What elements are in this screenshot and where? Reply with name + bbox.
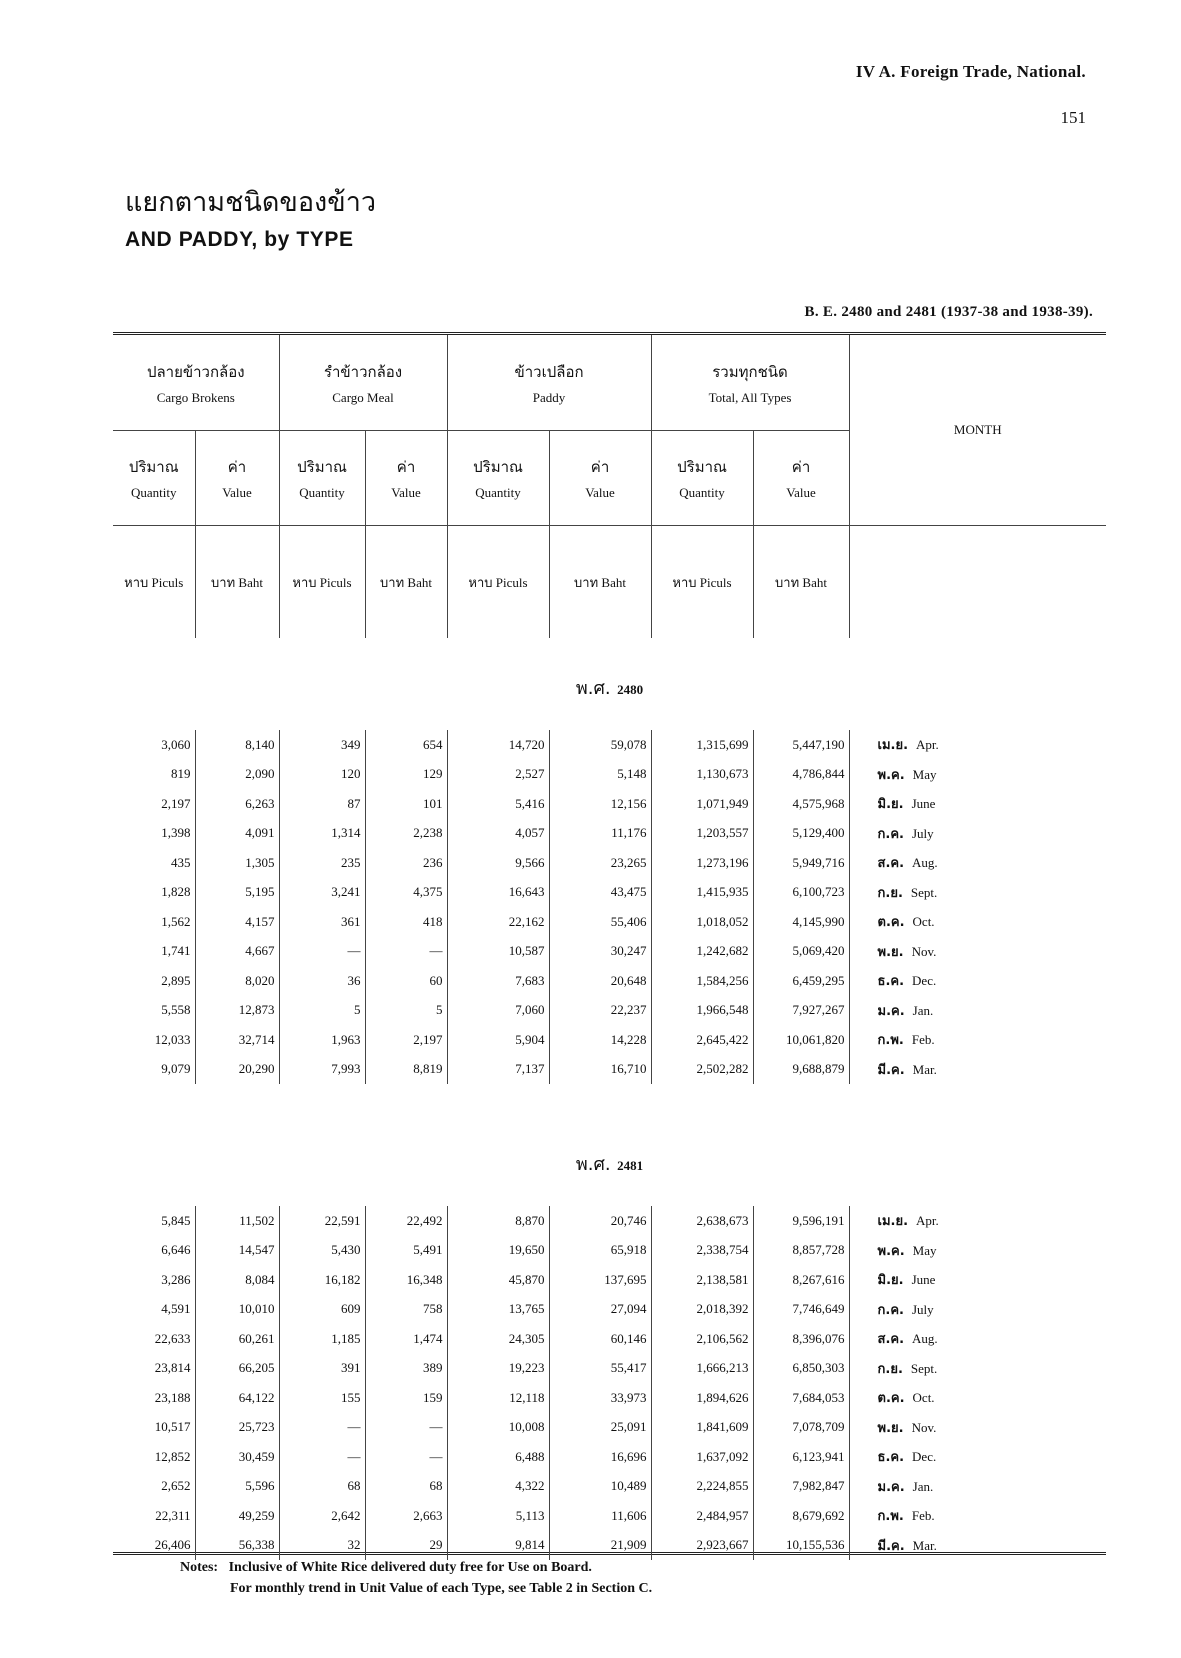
month-cell: ต.ค. Oct. (849, 1383, 1106, 1413)
table-cell: 9,814 (447, 1531, 549, 1561)
month-cell: ก.พ. Feb. (849, 1025, 1106, 1055)
table-cell: 3,060 (161, 736, 191, 752)
table-cell: 1,894,626 (651, 1383, 753, 1413)
table-cell: 59,078 (549, 730, 651, 760)
table-cell: 7,060 (447, 996, 549, 1026)
month-cell: พ.ย. Nov. (849, 937, 1106, 967)
month-cell: เม.ย. Apr. (849, 730, 1106, 760)
table-cell: 19,650 (447, 1236, 549, 1266)
table-cell: 2,338,754 (651, 1236, 753, 1266)
table-cell: 1,415,935 (651, 878, 753, 908)
table-cell: 1,018,052 (651, 907, 753, 937)
unit-quantity: หาบ Piculs (651, 526, 753, 639)
table-row (113, 1354, 1106, 1384)
table-cell: 22,237 (549, 996, 651, 1026)
table-cell: 25,723 (195, 1413, 279, 1443)
month-cell: มิ.ย. June (849, 789, 1106, 819)
table-cell: 12,156 (549, 789, 651, 819)
table-cell: 7,137 (447, 1055, 549, 1085)
spacer-row (113, 638, 1106, 658)
table-cell: 1,584,256 (651, 966, 753, 996)
table-cell: 60,146 (549, 1324, 651, 1354)
table-cell: 4,786,844 (753, 760, 849, 790)
table-cell: 8,020 (195, 966, 279, 996)
table-cell: 1,242,682 (651, 937, 753, 967)
month-cell: พ.ค. May (849, 1236, 1106, 1266)
table-cell: 9,688,879 (753, 1055, 849, 1085)
table-cell: — (365, 937, 447, 967)
month-cell: เม.ย. Apr. (849, 1206, 1106, 1236)
table-cell: 14,547 (195, 1236, 279, 1266)
table-cell: 2,645,422 (651, 1025, 753, 1055)
table-row (113, 819, 1106, 849)
table-cell: 235 (279, 848, 365, 878)
group-header-cargo-brokens: ปลายข้าวกล้อง Cargo Brokens (113, 335, 279, 431)
table-cell: 654 (365, 730, 447, 760)
table-row (113, 1265, 1106, 1295)
table-row (113, 907, 1106, 937)
unit-quantity: หาบ Piculs (279, 526, 365, 639)
page-title: AND PADDY, by TYPE (125, 228, 354, 251)
table-cell: 1,828 (161, 884, 191, 900)
data-table (113, 335, 1106, 1560)
month-column-header: MONTH (849, 335, 1106, 526)
table-cell: 8,396,076 (753, 1324, 849, 1354)
table-cell: 60 (365, 966, 447, 996)
table-cell: 6,123,941 (753, 1442, 849, 1472)
notes (180, 1557, 652, 1599)
table-cell: 68 (279, 1472, 365, 1502)
table-cell: 1,315,699 (651, 730, 753, 760)
month-cell: ก.พ. Feb. (849, 1501, 1106, 1531)
table-cell: 236 (365, 848, 447, 878)
table-cell: 7,993 (279, 1055, 365, 1085)
table-cell: — (365, 1413, 447, 1443)
table-cell: 5,447,190 (753, 730, 849, 760)
subheader-value: ค่า Value (365, 431, 447, 526)
month-cell: พ.ค. May (849, 760, 1106, 790)
table-cell: 16,710 (549, 1055, 651, 1085)
table-cell: 43,475 (549, 878, 651, 908)
table-cell: 22,162 (447, 907, 549, 937)
table-cell: 5,845 (161, 1212, 191, 1228)
table-cell: 12,033 (154, 1031, 191, 1047)
table-cell: 19,223 (447, 1354, 549, 1384)
rice-export-table (113, 332, 1106, 1555)
table-row (113, 1442, 1106, 1472)
table-cell: 23,188 (154, 1389, 191, 1405)
table-cell: 4,575,968 (753, 789, 849, 819)
table-cell: 9,596,191 (753, 1206, 849, 1236)
table-cell: 4,667 (195, 937, 279, 967)
table-cell: 758 (365, 1295, 447, 1325)
table-cell: — (279, 937, 365, 967)
table-cell: 101 (365, 789, 447, 819)
table-cell: 23,265 (549, 848, 651, 878)
table-cell: 22,633 (154, 1330, 191, 1346)
table-cell: 12,118 (447, 1383, 549, 1413)
table-cell: 2,238 (365, 819, 447, 849)
table-row (113, 878, 1106, 908)
month-cell: ต.ค. Oct. (849, 907, 1106, 937)
table-cell: — (365, 1442, 447, 1472)
table-row (113, 1295, 1106, 1325)
table-subtitle: B. E. 2480 and 2481 (1937-38 and 1938-39). (804, 304, 1093, 320)
table-cell: 2,197 (365, 1025, 447, 1055)
table-cell: 20,290 (195, 1055, 279, 1085)
table-cell: 1,130,673 (651, 760, 753, 790)
table-cell: 5,069,420 (753, 937, 849, 967)
table-cell: 1,562 (161, 913, 191, 929)
table-cell: 9,566 (447, 848, 549, 878)
table-cell: 2,895 (161, 972, 191, 988)
month-cell: ส.ค. Aug. (849, 1324, 1106, 1354)
table-cell: 4,591 (161, 1301, 191, 1317)
table-cell: 14,720 (447, 730, 549, 760)
month-cell: ส.ค. Aug. (849, 848, 1106, 878)
year-label: พ.ศ. 2480 (575, 677, 644, 699)
table-cell: 5,416 (447, 789, 549, 819)
month-cell: ธ.ค. Dec. (849, 966, 1106, 996)
group-header-paddy: ข้าวเปลือก Paddy (447, 335, 651, 431)
subheader-value: ค่า Value (753, 431, 849, 526)
table-cell: 27,094 (549, 1295, 651, 1325)
table-cell: 20,648 (549, 966, 651, 996)
unit-value: บาท Baht (365, 526, 447, 639)
table-cell: 7,982,847 (753, 1472, 849, 1502)
table-cell: 10,489 (549, 1472, 651, 1502)
table-cell: 49,259 (195, 1501, 279, 1531)
month-cell: มี.ค. Mar. (849, 1055, 1106, 1085)
table-row (113, 1501, 1106, 1531)
spacer-row (113, 1192, 1106, 1206)
unit-value: บาท Baht (549, 526, 651, 639)
table-cell: 32,714 (195, 1025, 279, 1055)
table-cell: 1,071,949 (651, 789, 753, 819)
table-cell: 11,176 (549, 819, 651, 849)
table-cell: 4,091 (195, 819, 279, 849)
table-cell: 7,683 (447, 966, 549, 996)
month-cell: ก.ย. Sept. (849, 1354, 1106, 1384)
table-cell: 5,949,716 (753, 848, 849, 878)
table-cell: 14,228 (549, 1025, 651, 1055)
table-cell: 55,406 (549, 907, 651, 937)
table-cell: 20,746 (549, 1206, 651, 1236)
table-cell: 64,122 (195, 1383, 279, 1413)
table-row (113, 1531, 1106, 1561)
table-cell: 3,286 (161, 1271, 191, 1287)
table-row (113, 848, 1106, 878)
table-cell: 68 (365, 1472, 447, 1502)
table-cell: 11,502 (195, 1206, 279, 1236)
table-cell: 1,841,609 (651, 1413, 753, 1443)
table-cell: 5 (365, 996, 447, 1026)
table-cell: 10,008 (447, 1413, 549, 1443)
table-cell: 8,084 (195, 1265, 279, 1295)
table-cell: 5 (279, 996, 365, 1026)
table-cell: 5,904 (447, 1025, 549, 1055)
table-cell: 2,638,673 (651, 1206, 753, 1236)
table-cell: 10,061,820 (753, 1025, 849, 1055)
units-row (113, 526, 1106, 639)
table-cell: 7,078,709 (753, 1413, 849, 1443)
subheader-value: ค่า Value (549, 431, 651, 526)
month-cell: ก.ค. July (849, 819, 1106, 849)
table-cell: 55,417 (549, 1354, 651, 1384)
table-cell: 1,966,548 (651, 996, 753, 1026)
table-cell: 21,909 (549, 1531, 651, 1561)
table-cell: 7,746,649 (753, 1295, 849, 1325)
table-cell: 5,430 (279, 1236, 365, 1266)
table-row (113, 760, 1106, 790)
table-cell: 1,398 (161, 825, 191, 841)
table-cell: 26,406 (154, 1537, 191, 1553)
table-cell: 6,850,303 (753, 1354, 849, 1384)
table-cell: 1,203,557 (651, 819, 753, 849)
table-cell: 4,322 (447, 1472, 549, 1502)
table-cell: 32 (279, 1531, 365, 1561)
month-cell: ก.ค. July (849, 1295, 1106, 1325)
group-header-row (113, 335, 1106, 431)
table-cell: 137,695 (549, 1265, 651, 1295)
table-cell: 6,646 (161, 1242, 191, 1258)
table-cell: 6,263 (195, 789, 279, 819)
table-cell: 391 (279, 1354, 365, 1384)
page-header: IV A. Foreign Trade, National. (855, 62, 1086, 81)
subheader-quantity: ปริมาณ Quantity (651, 431, 753, 526)
table-cell: 5,558 (161, 1002, 191, 1018)
table-cell: 6,488 (447, 1442, 549, 1472)
table-cell: 155 (279, 1383, 365, 1413)
table-cell: 129 (365, 760, 447, 790)
table-cell: 1,185 (279, 1324, 365, 1354)
table-cell: 30,459 (195, 1442, 279, 1472)
table-row (113, 1236, 1106, 1266)
table-cell: 10,010 (195, 1295, 279, 1325)
table-cell: 1,273,196 (651, 848, 753, 878)
notes-line-1: Inclusive of White Rice delivered duty free for Use on Board. (228, 1560, 592, 1575)
table-cell: 8,819 (365, 1055, 447, 1085)
table-cell: 435 (171, 854, 191, 870)
table-cell: 120 (279, 760, 365, 790)
table-cell: 6,459,295 (753, 966, 849, 996)
table-cell: 8,679,692 (753, 1501, 849, 1531)
subheader-quantity: ปริมาณ Quantity (279, 431, 365, 526)
table-cell: 2,224,855 (651, 1472, 753, 1502)
unit-quantity: หาบ Piculs (124, 574, 184, 591)
table-row (113, 937, 1106, 967)
month-cell: พ.ย. Nov. (849, 1413, 1106, 1443)
table-cell: 7,684,053 (753, 1383, 849, 1413)
notes-line-2: For monthly trend in Unit Value of each Type, see Table 2 in Section C. (230, 1581, 653, 1596)
month-cell: ธ.ค. Dec. (849, 1442, 1106, 1472)
table-cell: 2,138,581 (651, 1265, 753, 1295)
table-cell: 24,305 (447, 1324, 549, 1354)
table-cell: 1,637,092 (651, 1442, 753, 1472)
year-header-row (113, 1134, 1106, 1192)
table-row (113, 1055, 1106, 1085)
table-cell: 5,148 (549, 760, 651, 790)
unit-month (849, 526, 1106, 639)
table-cell: 22,492 (365, 1206, 447, 1236)
table-cell: 4,145,990 (753, 907, 849, 937)
table-row (113, 730, 1106, 760)
page-number: 151 (1060, 108, 1086, 127)
table-cell: 87 (279, 789, 365, 819)
subheader-quantity: ปริมาณ Quantity (447, 431, 549, 526)
table-cell: 8,857,728 (753, 1236, 849, 1266)
table-body (113, 335, 1106, 1560)
subheader-quantity: ปริมาณ Quantity (113, 431, 195, 526)
table-cell: 5,195 (195, 878, 279, 908)
table-cell: 5,596 (195, 1472, 279, 1502)
table-cell: 389 (365, 1354, 447, 1384)
table-cell: 36 (279, 966, 365, 996)
table-cell: — (279, 1442, 365, 1472)
table-row (113, 1413, 1106, 1443)
table-cell: 418 (365, 907, 447, 937)
table-cell: 2,527 (447, 760, 549, 790)
table-cell: 8,140 (195, 730, 279, 760)
table-row (113, 1324, 1106, 1354)
unit-value: บาท Baht (195, 526, 279, 639)
table-cell: 2,090 (195, 760, 279, 790)
table-row (113, 1383, 1106, 1413)
table-row (113, 996, 1106, 1026)
month-cell: ม.ค. Jan. (849, 996, 1106, 1026)
table-cell: 16,348 (365, 1265, 447, 1295)
table-cell: 23,814 (154, 1360, 191, 1376)
table-cell: 609 (279, 1295, 365, 1325)
table-cell: 10,587 (447, 937, 549, 967)
table-row (113, 789, 1106, 819)
table-cell: 5,491 (365, 1236, 447, 1266)
table-cell: — (279, 1413, 365, 1443)
table-cell: 10,155,536 (753, 1531, 849, 1561)
table-cell: 8,267,616 (753, 1265, 849, 1295)
table-cell: 361 (279, 907, 365, 937)
year-header-row (113, 658, 1106, 716)
table-cell: 2,652 (161, 1478, 191, 1494)
table-cell: 2,923,667 (651, 1531, 753, 1561)
table-cell: 2,106,562 (651, 1324, 753, 1354)
table-cell: 12,873 (195, 996, 279, 1026)
table-cell: 2,663 (365, 1501, 447, 1531)
unit-quantity: หาบ Piculs (447, 526, 549, 639)
table-cell: 4,375 (365, 878, 447, 908)
table-cell: 30,247 (549, 937, 651, 967)
table-cell: 22,311 (155, 1507, 191, 1523)
table-cell: 3,241 (279, 878, 365, 908)
table-cell: 6,100,723 (753, 878, 849, 908)
month-cell: ก.ย. Sept. (849, 878, 1106, 908)
spacer-row (113, 716, 1106, 730)
table-row (113, 1206, 1106, 1236)
table-cell: 2,018,392 (651, 1295, 753, 1325)
table-cell: 16,182 (279, 1265, 365, 1295)
table-cell: 12,852 (154, 1448, 191, 1464)
table-cell: 13,765 (447, 1295, 549, 1325)
table-cell: 1,305 (195, 848, 279, 878)
table-cell: 5,129,400 (753, 819, 849, 849)
table-cell: 7,927,267 (753, 996, 849, 1026)
table-cell: 1,741 (161, 943, 191, 959)
table-cell: 159 (365, 1383, 447, 1413)
table-cell: 66,205 (195, 1354, 279, 1384)
month-cell: มี.ค. Mar. (849, 1531, 1106, 1561)
subheader-value: ค่า Value (195, 431, 279, 526)
table-cell: 11,606 (549, 1501, 651, 1531)
table-cell: 45,870 (447, 1265, 549, 1295)
table-cell: 16,696 (549, 1442, 651, 1472)
table-cell: 4,057 (447, 819, 549, 849)
month-cell: ม.ค. Jan. (849, 1472, 1106, 1502)
table-cell: 4,157 (195, 907, 279, 937)
table-cell: 16,643 (447, 878, 549, 908)
table-cell: 1,666,213 (651, 1354, 753, 1384)
table-row (113, 1025, 1106, 1055)
table-cell: 5,113 (447, 1501, 549, 1531)
table-cell: 2,502,282 (651, 1055, 753, 1085)
table-cell: 2,484,957 (651, 1501, 753, 1531)
group-header-total: รวมทุกชนิด Total, All Types (651, 335, 849, 431)
table-cell: 25,091 (549, 1413, 651, 1443)
unit-value: บาท Baht (753, 526, 849, 639)
table-cell: 8,870 (447, 1206, 549, 1236)
table-row (113, 1472, 1106, 1502)
table-cell: 2,642 (279, 1501, 365, 1531)
table-cell: 10,517 (154, 1419, 191, 1435)
table-cell: 56,338 (195, 1531, 279, 1561)
table-cell: 9,079 (161, 1061, 191, 1077)
table-cell: 22,591 (279, 1206, 365, 1236)
table-cell: 60,261 (195, 1324, 279, 1354)
year-label: พ.ศ. 2481 (575, 1153, 644, 1175)
group-header-cargo-meal: รำข้าวกล้อง Cargo Meal (279, 335, 447, 431)
notes-label: Notes: (180, 1560, 219, 1575)
table-cell: 1,314 (279, 819, 365, 849)
table-cell: 33,973 (549, 1383, 651, 1413)
table-cell: 1,474 (365, 1324, 447, 1354)
table-cell: 29 (365, 1531, 447, 1561)
table-cell: 65,918 (549, 1236, 651, 1266)
spacer-row (113, 1084, 1106, 1134)
month-cell: มิ.ย. June (849, 1265, 1106, 1295)
table-cell: 2,197 (161, 795, 191, 811)
table-cell: 349 (279, 730, 365, 760)
page-title-thai: แยกตามชนิดของข้าว (125, 187, 377, 218)
table-row (113, 966, 1106, 996)
table-cell: 1,963 (279, 1025, 365, 1055)
table-cell: 819 (171, 766, 191, 782)
